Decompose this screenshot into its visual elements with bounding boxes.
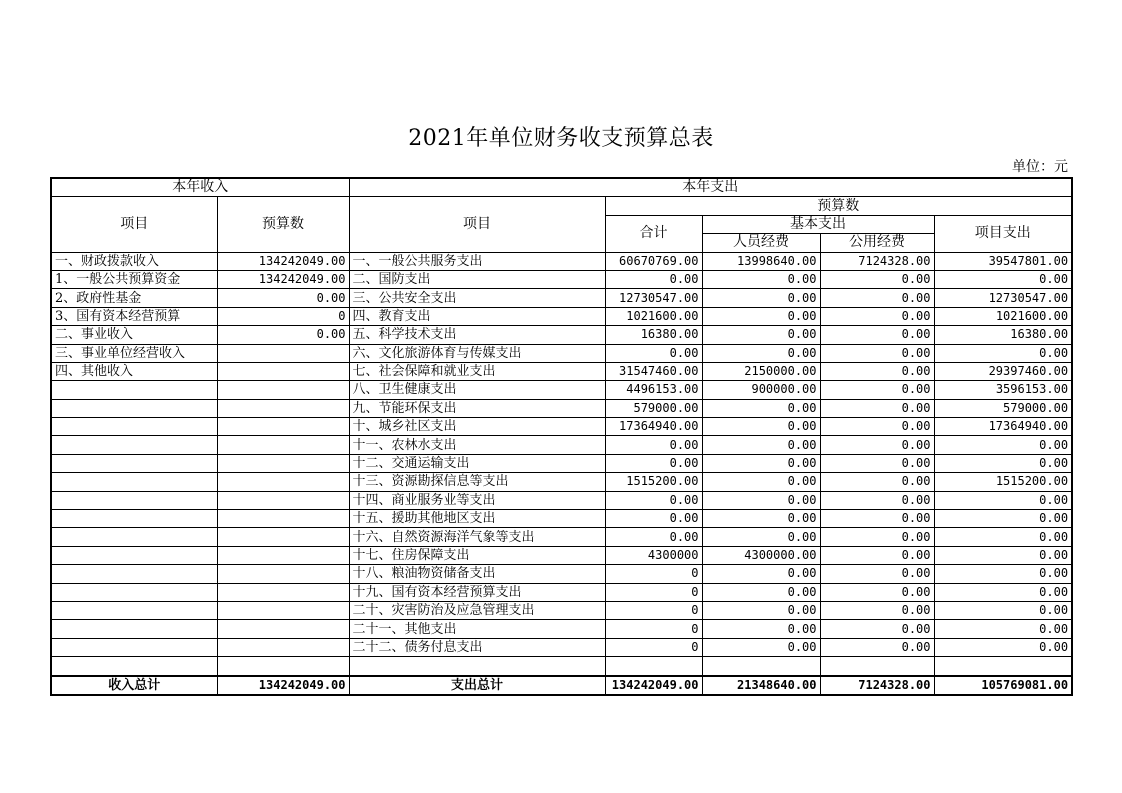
- public-cell: 0.00: [820, 491, 934, 509]
- expense-item: 八、卫生健康支出: [349, 381, 605, 399]
- income-amount: [217, 601, 349, 619]
- public-cell: 0.00: [820, 326, 934, 344]
- income-amount: [217, 565, 349, 583]
- table-row: [51, 473, 1072, 491]
- income-item: [51, 418, 217, 436]
- income-amount: [217, 638, 349, 656]
- personnel-cell: 0.00: [702, 326, 820, 344]
- expense-total-cell: 0.00: [605, 491, 702, 509]
- public-cell: 0.00: [820, 362, 934, 380]
- personnel-cell: 0.00: [702, 307, 820, 325]
- expense-total-cell: 60670769.00: [605, 252, 702, 270]
- income-amount: [217, 362, 349, 380]
- income-amount: 134242049.00: [217, 252, 349, 270]
- table-row: [51, 307, 1072, 325]
- personnel-cell: 0.00: [702, 418, 820, 436]
- income-amount: [217, 583, 349, 601]
- personnel-cell: 0.00: [702, 289, 820, 307]
- table-row: [51, 583, 1072, 601]
- expense-total-cell: 579000.00: [605, 399, 702, 417]
- expense-total-cell: 0: [605, 620, 702, 638]
- income-item: [51, 657, 217, 676]
- project-cell: 0.00: [934, 528, 1072, 546]
- table-row: [51, 565, 1072, 583]
- expense-total-cell: 0.00: [605, 344, 702, 362]
- expense-total-personnel: 21348640.00: [702, 676, 820, 695]
- income-amount: [217, 620, 349, 638]
- expense-total: 134242049.00: [605, 676, 702, 695]
- personnel-cell: 0.00: [702, 454, 820, 472]
- income-item: [51, 510, 217, 528]
- public-cell: 0.00: [820, 454, 934, 472]
- public-cell: 0.00: [820, 638, 934, 656]
- income-item: [51, 620, 217, 638]
- expense-total-cell: 0.00: [605, 528, 702, 546]
- income-item: 1、一般公共预算资金: [51, 270, 217, 288]
- income-item: 二、事业收入: [51, 326, 217, 344]
- expense-item: 七、社会保障和就业支出: [349, 362, 605, 380]
- personnel-cell: 13998640.00: [702, 252, 820, 270]
- table-row: [51, 252, 1072, 270]
- public-cell: 0.00: [820, 620, 934, 638]
- public-cell: 0.00: [820, 418, 934, 436]
- expense-item: 一、一般公共服务支出: [349, 252, 605, 270]
- header-project: 项目支出: [934, 215, 1072, 252]
- expense-total-cell: 1021600.00: [605, 307, 702, 325]
- public-cell: 0.00: [820, 270, 934, 288]
- project-cell: 0.00: [934, 270, 1072, 288]
- expense-item: 十、城乡社区支出: [349, 418, 605, 436]
- public-cell: 0.00: [820, 546, 934, 564]
- public-cell: 0.00: [820, 565, 934, 583]
- income-amount: [217, 546, 349, 564]
- expense-item: 十三、资源勘探信息等支出: [349, 473, 605, 491]
- income-total-amount: 134242049.00: [217, 676, 349, 695]
- personnel-cell: 0.00: [702, 473, 820, 491]
- income-item: [51, 528, 217, 546]
- income-amount: [217, 436, 349, 454]
- table-row: [51, 326, 1072, 344]
- table-row: [51, 657, 1072, 676]
- personnel-cell: 0.00: [702, 344, 820, 362]
- income-item: [51, 491, 217, 509]
- personnel-cell: 0.00: [702, 436, 820, 454]
- table-row: [51, 620, 1072, 638]
- expense-total-cell: [605, 657, 702, 676]
- table-row: [51, 436, 1072, 454]
- project-cell: 579000.00: [934, 399, 1072, 417]
- project-cell: 16380.00: [934, 326, 1072, 344]
- personnel-cell: [702, 657, 820, 676]
- header-total: 合计: [605, 215, 702, 252]
- project-cell: 0.00: [934, 491, 1072, 509]
- expense-total-label: 支出总计: [349, 676, 605, 695]
- income-item: [51, 473, 217, 491]
- public-cell: 0.00: [820, 381, 934, 399]
- income-item: [51, 638, 217, 656]
- expense-item: 十五、援助其他地区支出: [349, 510, 605, 528]
- expense-item: 六、文化旅游体育与传媒支出: [349, 344, 605, 362]
- header-budget-group: 预算数: [605, 197, 1072, 215]
- project-cell: [934, 657, 1072, 676]
- expense-item: 二十一、其他支出: [349, 620, 605, 638]
- expense-total-public: 7124328.00: [820, 676, 934, 695]
- income-amount: [217, 510, 349, 528]
- project-cell: 17364940.00: [934, 418, 1072, 436]
- project-cell: 0.00: [934, 436, 1072, 454]
- public-cell: 0.00: [820, 289, 934, 307]
- header-personnel: 人员经费: [702, 234, 820, 252]
- income-amount: 134242049.00: [217, 270, 349, 288]
- table-row: [51, 546, 1072, 564]
- project-cell: 3596153.00: [934, 381, 1072, 399]
- personnel-cell: 2150000.00: [702, 362, 820, 380]
- header-expense-section: 本年支出: [349, 178, 1072, 197]
- personnel-cell: 0.00: [702, 491, 820, 509]
- table-row: [51, 491, 1072, 509]
- header-basic-expense: 基本支出: [702, 215, 934, 233]
- expense-item: 二十二、债务付息支出: [349, 638, 605, 656]
- header-income-budget: 预算数: [217, 197, 349, 252]
- expense-total-cell: 16380.00: [605, 326, 702, 344]
- expense-item: 十八、粮油物资储备支出: [349, 565, 605, 583]
- income-item: [51, 399, 217, 417]
- public-cell: 0.00: [820, 344, 934, 362]
- personnel-cell: 0.00: [702, 620, 820, 638]
- table-row: [51, 289, 1072, 307]
- expense-item: 十七、住房保障支出: [349, 546, 605, 564]
- table-row: [51, 362, 1072, 380]
- income-total-label: 收入总计: [51, 676, 217, 695]
- project-cell: 0.00: [934, 638, 1072, 656]
- income-amount: 0: [217, 307, 349, 325]
- personnel-cell: 0.00: [702, 510, 820, 528]
- income-amount: 0.00: [217, 326, 349, 344]
- personnel-cell: 0.00: [702, 399, 820, 417]
- income-amount: [217, 381, 349, 399]
- expense-total-cell: 0.00: [605, 454, 702, 472]
- header-income-item: 项目: [51, 197, 217, 252]
- expense-total-cell: 0: [605, 565, 702, 583]
- table-row: [51, 510, 1072, 528]
- expense-item: 十四、商业服务业等支出: [349, 491, 605, 509]
- expense-total-cell: 4300000: [605, 546, 702, 564]
- expense-item: 五、科学技术支出: [349, 326, 605, 344]
- table-row: [51, 418, 1072, 436]
- project-cell: 29397460.00: [934, 362, 1072, 380]
- project-cell: 1515200.00: [934, 473, 1072, 491]
- personnel-cell: 4300000.00: [702, 546, 820, 564]
- expense-item: 十二、交通运输支出: [349, 454, 605, 472]
- expense-total-cell: 17364940.00: [605, 418, 702, 436]
- budget-table: [50, 177, 1073, 696]
- public-cell: 7124328.00: [820, 252, 934, 270]
- expense-total-cell: 31547460.00: [605, 362, 702, 380]
- header-public: 公用经费: [820, 234, 934, 252]
- personnel-cell: 0.00: [702, 583, 820, 601]
- income-amount: 0.00: [217, 289, 349, 307]
- expense-item: 二十、灾害防治及应急管理支出: [349, 601, 605, 619]
- income-item: 3、国有资本经营预算: [51, 307, 217, 325]
- public-cell: 0.00: [820, 528, 934, 546]
- table-row: [51, 528, 1072, 546]
- table-row: [51, 344, 1072, 362]
- expense-item: 三、公共安全支出: [349, 289, 605, 307]
- expense-total-project: 105769081.00: [934, 676, 1072, 695]
- expense-total-cell: 12730547.00: [605, 289, 702, 307]
- unit-label: 单位：元: [1012, 159, 1068, 175]
- income-amount: [217, 399, 349, 417]
- income-amount: [217, 528, 349, 546]
- project-cell: 0.00: [934, 510, 1072, 528]
- project-cell: 0.00: [934, 583, 1072, 601]
- table-row: [51, 601, 1072, 619]
- public-cell: 0.00: [820, 510, 934, 528]
- public-cell: 0.00: [820, 583, 934, 601]
- public-cell: 0.00: [820, 399, 934, 417]
- project-cell: 0.00: [934, 454, 1072, 472]
- income-amount: [217, 473, 349, 491]
- expense-item: 二、国防支出: [349, 270, 605, 288]
- table-row: [51, 381, 1072, 399]
- expense-total-cell: 4496153.00: [605, 381, 702, 399]
- project-cell: 0.00: [934, 344, 1072, 362]
- income-amount: [217, 657, 349, 676]
- income-item: [51, 381, 217, 399]
- expense-total-cell: 0: [605, 583, 702, 601]
- income-item: [51, 454, 217, 472]
- income-item: 四、其他收入: [51, 362, 217, 380]
- expense-item: 十六、自然资源海洋气象等支出: [349, 528, 605, 546]
- income-item: 一、财政拨款收入: [51, 252, 217, 270]
- income-amount: [217, 344, 349, 362]
- public-cell: 0.00: [820, 307, 934, 325]
- totals-row: [51, 676, 1072, 695]
- income-item: [51, 601, 217, 619]
- personnel-cell: 0.00: [702, 565, 820, 583]
- project-cell: 0.00: [934, 601, 1072, 619]
- expense-total-cell: 0.00: [605, 270, 702, 288]
- expense-item: 十九、国有资本经营预算支出: [349, 583, 605, 601]
- expense-total-cell: 0: [605, 638, 702, 656]
- income-item: 三、事业单位经营收入: [51, 344, 217, 362]
- expense-item: 四、教育支出: [349, 307, 605, 325]
- table-rows: [51, 252, 1072, 675]
- project-cell: 12730547.00: [934, 289, 1072, 307]
- expense-total-cell: 0.00: [605, 436, 702, 454]
- income-amount: [217, 418, 349, 436]
- expense-item: 九、节能环保支出: [349, 399, 605, 417]
- expense-item: [349, 657, 605, 676]
- expense-total-cell: 0.00: [605, 510, 702, 528]
- project-cell: 0.00: [934, 565, 1072, 583]
- personnel-cell: 0.00: [702, 528, 820, 546]
- page-title: 2021年单位财务收支预算总表: [408, 126, 714, 151]
- project-cell: 39547801.00: [934, 252, 1072, 270]
- public-cell: [820, 657, 934, 676]
- public-cell: 0.00: [820, 436, 934, 454]
- income-item: [51, 436, 217, 454]
- public-cell: 0.00: [820, 473, 934, 491]
- personnel-cell: 0.00: [702, 638, 820, 656]
- expense-total-cell: 1515200.00: [605, 473, 702, 491]
- income-item: 2、政府性基金: [51, 289, 217, 307]
- project-cell: 0.00: [934, 620, 1072, 638]
- public-cell: 0.00: [820, 601, 934, 619]
- personnel-cell: 900000.00: [702, 381, 820, 399]
- income-item: [51, 546, 217, 564]
- project-cell: 0.00: [934, 546, 1072, 564]
- table-row: [51, 270, 1072, 288]
- income-item: [51, 583, 217, 601]
- income-amount: [217, 454, 349, 472]
- table-row: [51, 454, 1072, 472]
- expense-total-cell: 0: [605, 601, 702, 619]
- header-income-section: 本年收入: [51, 178, 349, 197]
- personnel-cell: 0.00: [702, 270, 820, 288]
- income-item: [51, 565, 217, 583]
- project-cell: 1021600.00: [934, 307, 1072, 325]
- income-amount: [217, 491, 349, 509]
- table-row: [51, 638, 1072, 656]
- expense-item: 十一、农林水支出: [349, 436, 605, 454]
- table-row: [51, 399, 1072, 417]
- header-expense-item: 项目: [349, 197, 605, 252]
- personnel-cell: 0.00: [702, 601, 820, 619]
